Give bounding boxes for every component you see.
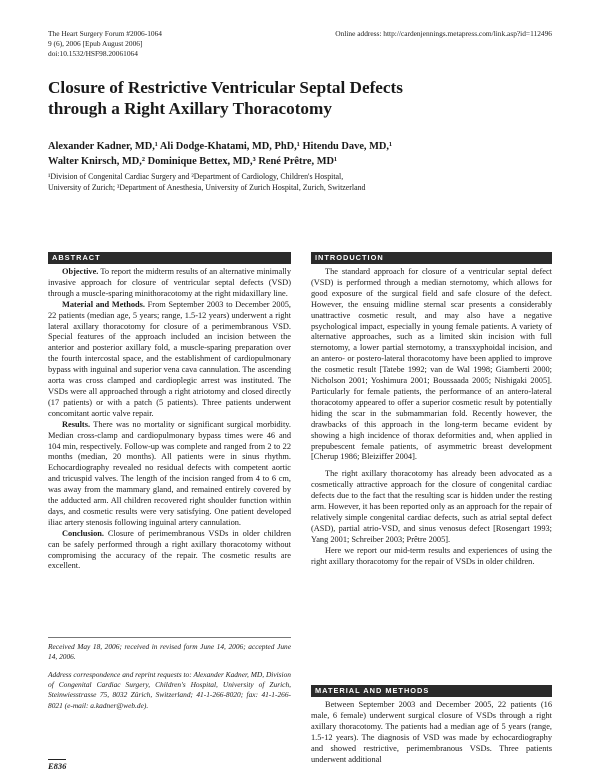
abstract-methods: [48, 300, 291, 420]
abstract-text: To report the midterm results of an alternative minimally invasive approach for closure of ventricular septal defects (VSD) through a muscle-sparing minithoracotomy at the right midaxillary line.: [48, 267, 291, 298]
correspondence-note: Address correspondence and reprint requests to: Alexander Kadner, MD, Division of Congenital Cardiac Surgery, Children's Hospital, University of Zurich, Steinwiesstrasse 75, 8032 Zürich, Switzerland; 41-1-266-8020; fax: 41-1-266-8021 (e-mail: a.kadner@web.de).: [48, 670, 291, 710]
author-list: [48, 139, 392, 169]
doi: doi:10.1532/HSF98.20061064: [48, 49, 138, 58]
journal-issue: 9 (6), 2006 [Epub August 2006]: [48, 39, 143, 48]
abstract-heading: ABSTRACT: [48, 252, 291, 264]
methods-paragraph: Between September 2003 and December 2005, 22 patients (16 male, 6 female) underwent surgical closure of VSDs through a right axillary thoracotomy. The patients had a median age of 5 years (range, 1.5-12 years). The diagnosis of VSD was made by echocardiography and showed restrictive, perimembranous VSDs. Three patients underwent additional: [311, 700, 552, 764]
intro-paragraph: The standard approach for closure of a ventricular septal defect (VSD) is performed through a median sternotomy, which allows for good exposure of the surgical field and safe closure of the defect. However, the ensuing midline sternal scar presents a considerably unattractive cosmetic result, and may also have a negative psychological impact, especially in young female patients. A variety of alternative approaches, such as a limited skin incision with full sternotomy, a lower partial sternotomy, a transxyphoidal incision, and an antero- or postero-lateral thoracotomy have been applied to improve the cosmetic result [Tatebe 1992; van de Wal 1998; Giamberti 2000; Nicholson 2001; Yoshimura 2001; Boussaada 2005; Nishigaki 2005]. Particularly for female patients, the performance of an antero-lateral thoracotomy appeared to offer a superior cosmetic result by potentially hiding the scar in the submammarian fold. Recently however, the drawbacks of this approach in the long-term became evident by showing a high incidence of thorax deformities and, when applied in prepubescent female patients, of asymmetric breast development [Cherup 1986; Bleiziffer 2004].: [311, 267, 552, 462]
abstract-text: Closure of perimembranous VSDs in older children can be safely performed through a right axillary thoracotomy without compromising the accuracy of the repair. The cosmetic results are excellent.: [48, 528, 291, 571]
online-address[interactable]: Online address: http://cardenjennings.metapress.com/link.asp?id=112496: [335, 29, 552, 38]
intro-paragraph: Here we report our mid-term results and experiences of using the right axillary thoracotomy for the repair of VSDs in older children.: [311, 545, 552, 566]
methods-body: [311, 700, 552, 765]
title-line: Closure of Restrictive Ventricular Septal Defects: [48, 78, 403, 97]
abstract-text: From September 2003 to December 2005, 22 patients (median age, 5 years; range, 1.5-12 years) underwent a right lateral axillary thoracotomy for closure of a perimembranous VSD. Special features of the approach included an incision between the anterior and posterior axillary fold, a muscle-sparing preparation over the fourth intercostal space, and the establishment of cardiopulmonary bypass with inguinal and superior vena cava cannulation. The ascending aorta was cross clamped and cardioplegic arrest was instituted. The VSDs were all approached through a right atriotomy and closed directly (17 patients) or with a patch (5 patients). Three patients underwent concomitant aortic valve repair.: [48, 299, 291, 418]
footnote-divider: [48, 637, 291, 638]
author-line: Alexander Kadner, MD,¹ Ali Dodge-Khatami, MD, PhD,¹ Hitendu Dave, MD,¹: [48, 141, 393, 152]
affiliation-line: University of Zurich; ³Department of Anesthesia, University of Zurich Hospital, Zurich, Switzerland: [48, 183, 366, 192]
introduction-heading: INTRODUCTION: [311, 252, 552, 264]
introduction-body: [311, 267, 552, 567]
abstract-body: [48, 267, 291, 572]
abstract-label: Material and Methods.: [62, 299, 145, 309]
abstract-label: Conclusion.: [62, 528, 104, 538]
abstract-label: Objective.: [62, 267, 99, 276]
affiliations: [48, 171, 365, 193]
title-line: through a Right Axillary Thoracotomy: [48, 99, 332, 118]
methods-heading: MATERIAL AND METHODS: [311, 685, 552, 697]
author-line: Walter Knirsch, MD,² Dominique Bettex, MD,³ René Prêtre, MD¹: [48, 156, 338, 167]
abstract-results: [48, 420, 291, 529]
journal-name: The Heart Surgery Forum #2006-1064: [48, 29, 162, 38]
abstract-objective: [48, 267, 291, 300]
abstract-label: Results.: [62, 419, 91, 429]
abstract-text: There was no mortality or significant surgical morbidity. Median cross-clamp and cardiopulmonary bypass times were 46 and 104 min, respectively. Follow-up was complete and ranged from 2 to 22 months (median, 20 months). All patients were in sinus rhythm. Echocardiography revealed no residual defects with competent aortic and tricuspid valves. The length of the incision ranged from 4 to 6 cm, was away from the mammary gland, and remained entirely covered by the adducted arm. All children recovered right shoulder function within days, and cosmetic results were very satisfying. One patient developed iliac artery stenosis following inguinal artery cannulation.: [48, 419, 291, 527]
page-number: E836: [48, 761, 67, 771]
journal-header: [48, 29, 162, 59]
received-note: Received May 18, 2006; received in revised form June 14, 2006; accepted June 14, 2006.: [48, 642, 291, 662]
abstract-conclusion: [48, 529, 291, 573]
affiliation-line: ¹Division of Congenital Cardiac Surgery and ²Department of Cardiology, Children's Hospital,: [48, 172, 344, 181]
article-title: [48, 77, 448, 119]
intro-paragraph: The right axillary thoracotomy has already been advocated as a cosmetically attractive approach for the closure of congenital cardiac defects due to the fact that the resulting scar is hidden under the resting arm. However, it has been reported only as an approach for the repair of relatively simple congenital cardiac defects, such as atrial septal defect (ASD), partial atrio-VSD, and sinus venosus defect [Rosengart 1993; Yang 2001; Schreiber 2003; Prêtre 2005].: [311, 469, 552, 544]
